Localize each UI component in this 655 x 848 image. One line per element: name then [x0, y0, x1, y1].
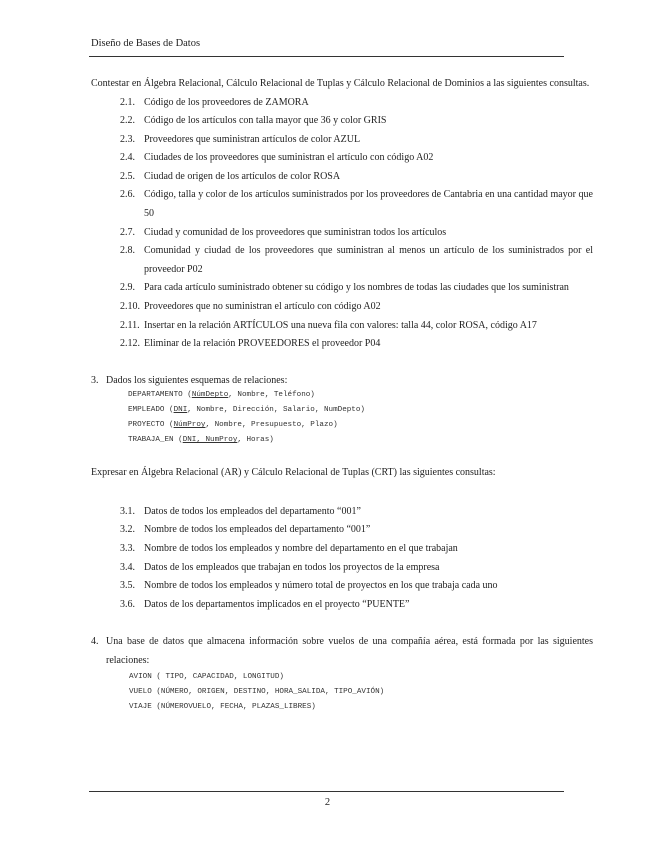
item-number: 3.2. — [120, 524, 135, 536]
primary-key: DNI, NumProy — [182, 436, 238, 445]
item-number: 2.3. — [120, 133, 135, 145]
list-item — [91, 186, 593, 223]
item-text: Proveedores que no suministran el artículo con código A02 — [144, 301, 381, 313]
intro-paragraph: Contestar en Álgebra Relacional, Cálculo Relacional de Tuplas y Cálculo Relacional de Dominios a las siguientes consultas. — [91, 78, 590, 89]
item-text: Para cada artículo suministrado obtener su código y los nombres de todas las ciudades que los suministran — [144, 282, 569, 294]
list-item — [91, 503, 593, 522]
document-body — [91, 75, 593, 715]
question-list-2 — [91, 94, 593, 354]
item-text: Nombre de todos los empleados del departamento “001” — [144, 524, 371, 536]
item-number: 2.12. — [120, 338, 140, 350]
item-number: 2.5. — [120, 170, 135, 182]
schema-line: TRABAJA_EN (DNI, NumProy, Horas) — [128, 436, 274, 445]
list-item — [91, 540, 593, 559]
section-number: 4. — [91, 636, 99, 648]
item-text: Código, talla y color de los artículos suministrados por los proveedores de Cantabria en una cantidad mayor que 50 — [144, 189, 593, 220]
item-text: Insertar en la relación ARTÍCULOS una nueva fila con valores: talla 44, color ROSA, código A17 — [144, 319, 537, 331]
item-number: 2.4. — [120, 152, 135, 164]
list-item — [91, 279, 593, 298]
item-number: 2.11. — [120, 319, 140, 331]
item-number: 3.6. — [120, 598, 135, 610]
schema-line: VIAJE (NÚMEROVUELO, FECHA, PLAZAS_LIBRES) — [129, 703, 316, 712]
item-text: Nombre de todos los empleados y número total de proyectos en los que trabaja cada uno — [144, 580, 498, 592]
header-rule — [89, 56, 564, 57]
schema-line: EMPLEADO (DNI, Nombre, Dirección, Salario, NumDepto) — [128, 406, 365, 415]
schema-block-3 — [91, 388, 593, 448]
item-text: Ciudad y comunidad de los proveedores que suministran todos los artículos — [144, 226, 447, 238]
section-4-heading — [91, 633, 593, 670]
primary-key: NúmDepto — [191, 391, 229, 400]
list-item — [91, 596, 593, 615]
schema-line: PROYECTO (NúmProy, Nombre, Presupuesto, Plazo) — [128, 421, 338, 430]
list-item — [91, 131, 593, 150]
schema-line: VUELO (NÚMERO, ORIGEN, DESTINO, HORA_SALIDA, TIPO_AVIÓN) — [129, 688, 385, 697]
list-item — [91, 335, 593, 354]
item-number: 3.5. — [120, 580, 135, 592]
list-item — [91, 298, 593, 317]
item-number: 2.6. — [120, 189, 135, 201]
list-item — [91, 559, 593, 578]
item-number: 2.2. — [120, 115, 135, 127]
item-text: Código de los proveedores de ZAMORA — [144, 96, 309, 108]
item-number: 3.1. — [120, 505, 135, 517]
page-header: Diseño de Bases de Datos — [91, 38, 201, 49]
section-title: Dados los siguientes esquemas de relaciones: — [106, 374, 288, 386]
item-number: 2.8. — [120, 245, 135, 257]
item-text: Ciudades de los proveedores que suministran el artículo con código A02 — [144, 152, 434, 164]
primary-key: NúmProy — [173, 421, 206, 430]
question-list-3 — [91, 503, 593, 615]
list-item — [91, 521, 593, 540]
list-item — [91, 224, 593, 243]
list-item — [91, 577, 593, 596]
item-text: Datos de todos los empleados del departamento “001” — [144, 505, 361, 517]
item-text: Código de los artículos con talla mayor que 36 y color GRIS — [144, 115, 387, 127]
item-text: Eliminar de la relación PROVEEDORES el proveedor P04 — [144, 338, 381, 350]
section-3-instruction: Expresar en Álgebra Relacional (AR) y Cálculo Relacional de Tuplas (CRT) las siguientes consultas: — [91, 467, 496, 479]
schema-line: DEPARTAMENTO (NúmDepto, Nombre, Teléfono) — [128, 391, 315, 400]
list-item — [91, 242, 593, 279]
page-number: 2 — [324, 797, 331, 808]
item-number: 2.9. — [120, 282, 135, 294]
footer-rule — [89, 791, 564, 792]
item-text: Datos de los empleados que trabajan en todos los proyectos de la empresa — [144, 561, 440, 573]
schema-line: AVION ( TIPO, CAPACIDAD, LONGITUD) — [129, 673, 284, 682]
item-number: 2.7. — [120, 226, 135, 238]
list-item — [91, 149, 593, 168]
list-item — [91, 168, 593, 187]
item-number: 2.10. — [120, 301, 140, 313]
list-item — [91, 112, 593, 131]
item-number: 3.4. — [120, 561, 135, 573]
item-text: Proveedores que suministran artículos de color AZUL — [144, 133, 361, 145]
primary-key: DNI — [173, 406, 188, 415]
section-3-heading — [91, 372, 593, 391]
list-item — [91, 317, 593, 336]
list-item — [91, 94, 593, 113]
item-text: Datos de los departamentos implicados en el proyecto “PUENTE” — [144, 598, 410, 610]
schema-block-4 — [91, 670, 593, 715]
item-text: Comunidad y ciudad de los proveedores que suministran al menos un artículo de los suministrados por el proveedor P02 — [144, 245, 593, 275]
item-text: Nombre de todos los empleados y nombre del departamento en el que trabajan — [144, 543, 458, 554]
section-number: 3. — [91, 374, 99, 386]
section-text: Una base de datos que almacena información sobre vuelos de una compañía aérea, está formada por las siguientes relaciones: — [106, 636, 593, 666]
item-text: Ciudad de origen de los artículos de color ROSA — [144, 170, 341, 182]
item-number: 3.3. — [120, 543, 135, 554]
item-number: 2.1. — [120, 96, 135, 108]
